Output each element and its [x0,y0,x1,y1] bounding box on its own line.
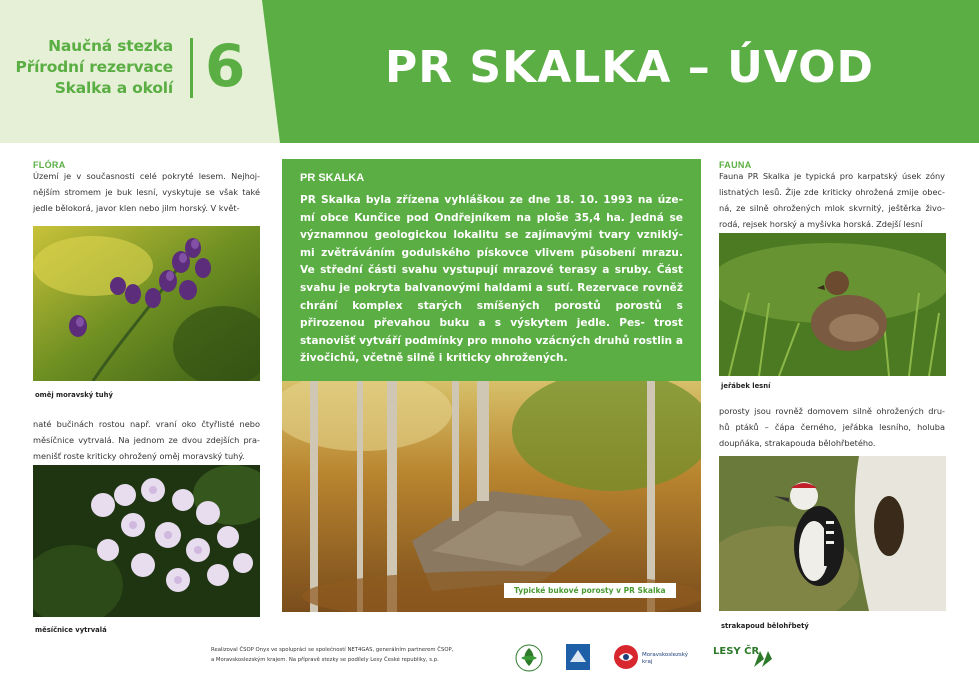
intro-box [282,159,701,381]
trail-name-line-2: Přírodní rezervace [15,58,173,76]
stop-number: 6 [205,32,246,100]
footer-credit [211,645,453,665]
msk-logo-text-2: kraj [642,659,653,665]
intro-text: PR Skalka byla zřízena vyhláškou ze dne 18. 10. 1993 na úze- mí obce Kunčice pod Ondřejníkem na ploše 35,4 ha. Jedná se významnou geologickou lokalitu se zajímavými tvary vzniklý- mi zvětráváním godulského pískovce vlivem působení mrazu. Ve střední části svahu vystupují mrazové terasy a sruby. Část svahu je pokryta balvanovými haldami a sutí. Rezervace rovněž chrání komplex starých smíšených porostů porostů s přirozenou převahou buku a s výskytem jedle. Pes- trost stanovišť vytváří podmínky pro mnoho vzácných druhů rostlin a živočichů, včetně silně i kriticky ohrožených. [300,194,683,365]
intro-heading: PR SKALKA [300,172,365,184]
msk-logo-text-1: Moravskoslezský [642,652,688,658]
fauna-text-bottom: porosty jsou rovněž domovem silně ohrožených dru- hů ptáků – čápa černého, jeřábka lesního, holuba doupňáka, strakapouda bělohřbetého. [719,406,945,448]
flora-text-top: Území je v současnosti celé pokryté lesem. Nejhoj- nějším stromem je buk lesní, vyskytuje se však také jedle bělokorá, javor klen nebo jilm horský. V květ- [33,171,260,213]
lunaria-photo [33,465,260,617]
lesy-cr-logo [752,647,774,669]
footer-credit-line-2: a Moravskoslezským krajem. Na přípravě stezky se podílely Lesy České republiky, s.p. [211,657,439,663]
csop-logo [515,644,543,672]
beech-forest-photo [282,381,701,612]
flora-text-bottom: naté bučinách rostou např. vraní oko čtyřlisté nebo měsíčnice vytrvalá. Na jednom ze dvou zdejších pra- menišť roste kriticky ohrožený oměj moravský tuhý. [33,419,260,461]
flora-caption-1: oměj moravský tuhý [35,391,113,399]
flora-caption-2: měsíčnice vytrvalá [35,626,107,634]
hazel-grouse-photo [719,233,946,376]
flora-heading: FLÓRA [33,160,66,170]
msk-logo [613,644,639,670]
woodpecker-photo [719,456,946,611]
aconitum-photo [33,226,260,381]
fauna-heading: FAUNA [719,160,752,170]
net4gas-logo [566,644,590,670]
footer-credit-line-1: Realizoval ČSOP Onyx ve spolupráci se společností NET4GAS, generálním partnerem ČSOP, [211,647,454,653]
lesy-cr-logo-text: LESY ČR [713,646,760,657]
trail-name [16,36,173,99]
trail-name-line-3: Skalka a okolí [54,79,173,97]
header-divider [190,38,193,98]
fauna-text-top: Fauna PR Skalka je typická pro karpatský úsek zóny listnatých lesů. Žije zde kriticky ohrožená zmije obec- ná, ze silně ohrožených mlok skvrnitý, ještěrka živo- rodá, rejsek horský a myšivka horská. Zdejší lesní [719,171,945,229]
trail-name-line-1: Naučná stezka [48,37,173,55]
fauna-caption-2: strakapoud bělohřbetý [721,622,809,630]
fauna-caption-1: jeřábek lesní [721,382,771,390]
msk-logo-text [642,652,688,666]
forest-photo-caption: Typické bukové porosty v PR Skalka [504,583,676,598]
page-title: PR SKALKA – ÚVOD [384,42,875,93]
